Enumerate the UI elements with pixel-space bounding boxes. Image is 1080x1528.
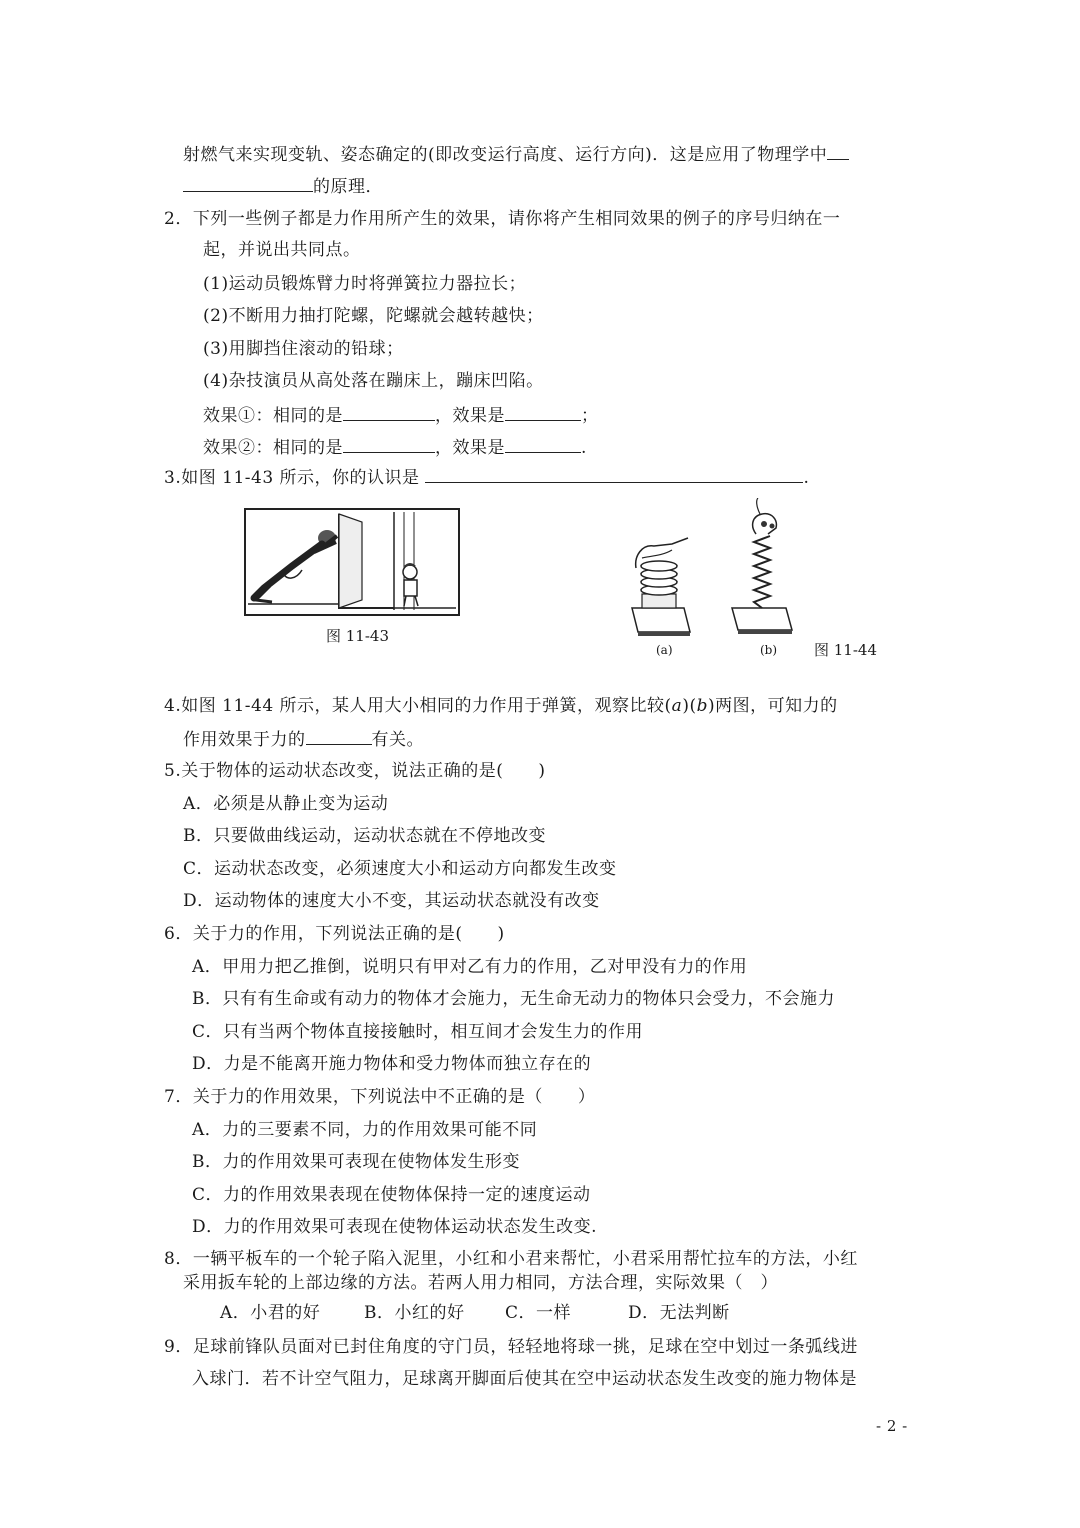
q6-option-a[interactable]: A．甲用力把乙推倒，说明只有甲对乙有力的作用，乙对甲没有力的作用 (192, 957, 748, 977)
q9-line1: 9．足球前锋队员面对已封住角度的守门员，轻轻地将球一挑，足球在空中划过一条弧线进 (164, 1337, 858, 1357)
q9-line2: 入球门．若不计空气阻力，足球离开脚面后使其在空中运动状态发生改变的施力物体是 (192, 1369, 857, 1389)
q1-line2: 的原理． (183, 173, 383, 199)
q4-line1: 4.如图 11-44 所示，某人用大小相同的力作用于弹簧，观察比较(a)(b)两图，可知力的 (164, 696, 838, 716)
q7-stem: 7．关于力的作用效果，下列说法中不正确的是（ ） (164, 1087, 596, 1107)
q5-option-c[interactable]: C．运动状态改变，必须速度大小和运动方向都发生改变 (183, 859, 617, 879)
effect2-same-blank[interactable] (343, 434, 435, 453)
q4-blank[interactable] (306, 726, 372, 745)
q5-option-b[interactable]: B．只要做曲线运动，运动状态就在不停地改变 (183, 826, 546, 846)
figure-11-44-label-b: (b) (760, 643, 778, 657)
q5-option-a[interactable]: A．必须是从静止变为运动 (183, 794, 389, 814)
q2-line1: 2．下列一些例子都是力作用所产生的效果，请你将产生相同效果的例子的序号归纳在一 (164, 209, 841, 229)
q6-stem: 6．关于力的作用，下列说法正确的是( ) (164, 924, 505, 944)
figure-11-43 (244, 508, 460, 616)
q1-blank-start[interactable] (827, 141, 849, 160)
q2-line2: 起，并说出共同点。 (203, 240, 361, 260)
figure-11-44-label-a: (a) (656, 643, 673, 657)
q2-item-3: (3)用脚挡住滚动的铅球； (203, 339, 404, 359)
effect1-result-blank[interactable] (505, 402, 581, 421)
q3-line: 3.如图 11-43 所示，你的认识是 . (164, 464, 809, 490)
q7-option-d[interactable]: D．力的作用效果可表现在使物体运动状态发生改变. (192, 1217, 598, 1237)
figure-11-44 (628, 498, 808, 638)
q8-line2: 采用扳车轮的上部边缘的方法。若两人用力相同，方法合理，实际效果（ ） (183, 1273, 778, 1293)
q5-option-d[interactable]: D．运动物体的速度大小不变，其运动状态就没有改变 (183, 891, 600, 911)
q6-option-d[interactable]: D．力是不能离开施力物体和受力物体而独立存在的 (192, 1054, 592, 1074)
q8-option-d[interactable]: D．无法判断 (628, 1303, 730, 1323)
figure-11-43-caption: 图 11-43 (326, 627, 390, 645)
q7-option-c[interactable]: C．力的作用效果表现在使物体保持一定的速度运动 (192, 1185, 591, 1205)
q8-line1: 8．一辆平板车的一个轮子陷入泥里，小红和小君来帮忙，小君采用帮忙拉车的方法，小红 (164, 1249, 858, 1269)
q7-option-b[interactable]: B．力的作用效果可表现在使物体发生形变 (192, 1152, 520, 1172)
q2-item-2: (2)不断用力抽打陀螺，陀螺就会越转越快； (203, 306, 544, 326)
q8-option-a[interactable]: A．小君的好 (220, 1303, 321, 1323)
q1-line1: 射燃气来实现变轨、姿态确定的(即改变运行高度、运行方向)．这是应用了物理学中 (183, 141, 849, 167)
q4-line2: 作用效果于力的 有关。 (183, 726, 424, 752)
q1-blank[interactable] (183, 173, 313, 192)
figure-11-44-caption: 图 11-44 (814, 641, 878, 659)
q6-option-b[interactable]: B．只有有生命或有动力的物体才会施力，无生命无动力的物体只会受力，不会施力 (192, 989, 835, 1009)
q2-effect-1: 效果①：相同的是 ，效果是 ； (203, 402, 599, 428)
effect2-result-blank[interactable] (505, 434, 581, 453)
q7-option-a[interactable]: A．力的三要素不同，力的作用效果可能不同 (192, 1120, 538, 1140)
page-number: - 2 - (876, 1417, 908, 1435)
q2-item-4: (4)杂技演员从高处落在蹦床上，蹦床凹陷。 (203, 371, 544, 391)
effect1-same-blank[interactable] (343, 402, 435, 421)
q8-option-b[interactable]: B．小红的好 (364, 1303, 465, 1323)
q2-item-1: (1)运动员锻炼臂力时将弹簧拉力器拉长； (203, 274, 527, 294)
q8-option-c[interactable]: C．一样 (505, 1303, 572, 1323)
q3-blank[interactable] (425, 464, 803, 483)
q6-option-c[interactable]: C．只有当两个物体直接接触时，相互间才会发生力的作用 (192, 1022, 644, 1042)
q2-effect-2: 效果②：相同的是 ，效果是 . (203, 434, 587, 460)
q5-stem: 5.关于物体的运动状态改变，说法正确的是( ) (164, 761, 546, 781)
